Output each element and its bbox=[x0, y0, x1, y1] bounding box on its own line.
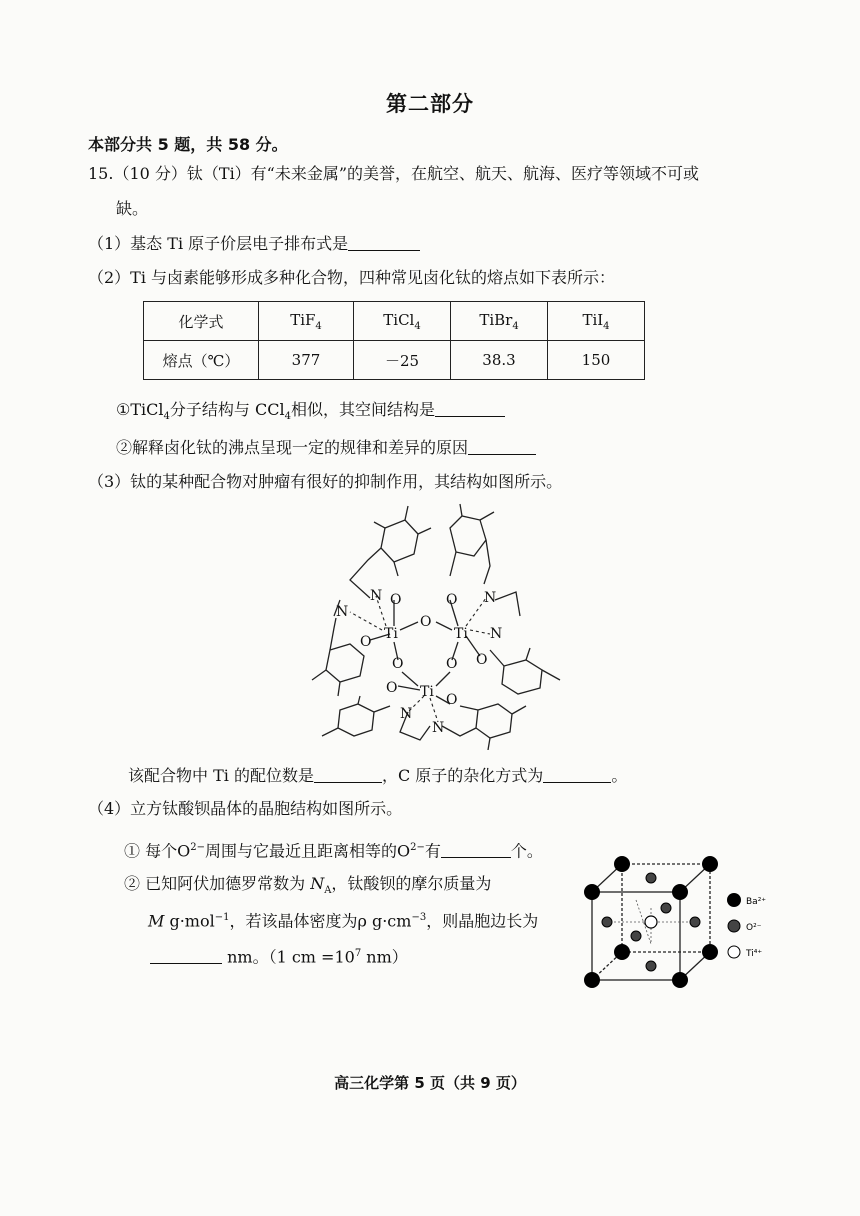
molecule-atom-o: O bbox=[386, 680, 398, 696]
ba-ion bbox=[702, 944, 718, 960]
molecule-atom-ti: Ti bbox=[454, 626, 468, 642]
table-cell-value: 38.3 bbox=[451, 341, 548, 380]
table-cell-value: 150 bbox=[548, 341, 645, 380]
benzene-ring bbox=[338, 704, 374, 736]
molecule-atom-o: O bbox=[446, 656, 458, 672]
section-title: 第二部分 bbox=[386, 92, 474, 116]
legend-o-label: O²⁻ bbox=[746, 923, 762, 933]
q15-part4: （4）立方钛酸钡晶体的晶胞结构如图所示。 bbox=[88, 799, 403, 818]
section-intro: 本部分共 5 题，共 58 分。 bbox=[88, 135, 288, 154]
legend-ti-label: Ti⁴⁺ bbox=[746, 949, 763, 959]
benzene-ring bbox=[450, 516, 486, 556]
molecule-atom-o: O bbox=[360, 634, 372, 650]
answer-blank[interactable] bbox=[314, 766, 382, 783]
legend-o-icon bbox=[728, 920, 740, 932]
table-header-formula: 化学式 bbox=[144, 302, 259, 341]
molecule-atom-n: N bbox=[432, 720, 445, 736]
ba-ion bbox=[614, 944, 630, 960]
table-row bbox=[144, 341, 645, 380]
molecule-atom-o: O bbox=[476, 652, 488, 668]
molecule-atom-o: O bbox=[392, 656, 404, 672]
q15-part4-b-line3: nm。（1 cm $=10^7$ nm） bbox=[150, 942, 408, 969]
molecule-atom-n: N bbox=[370, 588, 383, 604]
table-cell-value: －25 bbox=[354, 341, 451, 380]
table-cell-formula: TiCl$_4$ bbox=[354, 302, 451, 341]
titanium-complex-structure bbox=[290, 500, 580, 750]
legend-ba-label: Ba²⁺ bbox=[746, 897, 767, 907]
molecule-atom-n: N bbox=[484, 590, 497, 606]
q15-part4-b-line1: ② 已知阿伏加德罗常数为 $N_A$，钛酸钡的摩尔质量为 bbox=[124, 874, 492, 897]
table-cell-formula: TiBr$_4$ bbox=[451, 302, 548, 341]
o-ion bbox=[646, 961, 656, 971]
molecule-atom-n: N bbox=[490, 626, 503, 642]
ba-ion bbox=[584, 972, 600, 988]
q15-part3: （3）钛的某种配合物对肿瘤有很好的抑制作用，其结构如图所示。 bbox=[88, 472, 563, 491]
ti-ion bbox=[645, 916, 657, 928]
answer-blank[interactable] bbox=[543, 766, 611, 783]
table-cell-value: 377 bbox=[259, 341, 354, 380]
molecule-atom-o: O bbox=[390, 592, 402, 608]
benzene-ring bbox=[476, 704, 512, 738]
o-ion bbox=[631, 931, 641, 941]
molecule-atom-ti: Ti bbox=[420, 684, 434, 700]
table-row bbox=[144, 302, 645, 341]
molecule-atom-n: N bbox=[336, 604, 349, 620]
molecule-atom-o: O bbox=[446, 592, 458, 608]
molecule-atom-o: O bbox=[446, 692, 458, 708]
answer-blank[interactable] bbox=[348, 234, 420, 251]
table-header-melting-point: 熔点（℃） bbox=[144, 341, 259, 380]
ba-ion bbox=[702, 856, 718, 872]
q15-part4-a: ① 每个$O^{2-}$周围与它最近且距离相等的$O^{2-}$有 个。 bbox=[124, 841, 543, 861]
q15-stem-line2: 缺。 bbox=[116, 199, 149, 218]
ba-ion bbox=[672, 884, 688, 900]
o-ion bbox=[602, 917, 612, 927]
benzene-ring bbox=[326, 644, 364, 682]
q15-part1 bbox=[88, 232, 420, 256]
benzene-ring bbox=[502, 660, 542, 694]
table-cell-formula: TiF$_4$ bbox=[259, 302, 354, 341]
q15-stem-line1: 15.（10 分）钛（Ti）有“未来金属”的美誉，在航空、航天、航海、医疗等领域不可或 bbox=[88, 164, 700, 183]
o-ion bbox=[661, 903, 671, 913]
q15-part4-b-line2: M g·mol$^{-1}$，若该晶体密度为ρ $g\cdot cm^{-3}$，则晶胞边长为 bbox=[148, 911, 539, 931]
molecule-atom-ti: Ti bbox=[384, 626, 398, 642]
barium-titanate-unit-cell bbox=[574, 850, 774, 990]
q15-part2-a: ①TiCl$_4$分子结构与 CCl$_4$相似，其空间结构是 bbox=[116, 398, 505, 429]
q15-part2-b: ②解释卤化钛的沸点呈现一定的规律和差异的原因 bbox=[116, 436, 536, 460]
q15-part3-question: 该配合物中 Ti 的配位数是 ，C 原子的杂化方式为 。 bbox=[128, 766, 628, 785]
o-ion bbox=[690, 917, 700, 927]
table-cell-formula: TiI$_4$ bbox=[548, 302, 645, 341]
ba-ion bbox=[614, 856, 630, 872]
o-ion bbox=[646, 873, 656, 883]
answer-blank[interactable] bbox=[441, 841, 511, 858]
molecule-atom-n: N bbox=[400, 706, 413, 722]
ba-ion bbox=[584, 884, 600, 900]
ba-ion bbox=[672, 972, 688, 988]
benzene-ring bbox=[381, 520, 418, 562]
legend-ba-icon bbox=[727, 893, 741, 907]
answer-blank[interactable] bbox=[435, 400, 505, 417]
q15-part1-text: （1）基态 Ti 原子价层电子排布式是 bbox=[88, 234, 349, 253]
answer-blank[interactable] bbox=[468, 438, 536, 455]
legend-ti-icon bbox=[728, 946, 740, 958]
melting-point-table bbox=[143, 301, 645, 380]
molecule-atom-o: O bbox=[420, 614, 432, 630]
page-footer: 高三化学第 5 页（共 9 页） bbox=[334, 1074, 526, 1092]
answer-blank[interactable] bbox=[150, 947, 222, 964]
q15-part2: （2）Ti 与卤素能够形成多种化合物，四种常见卤化钛的熔点如下表所示： bbox=[88, 268, 616, 287]
